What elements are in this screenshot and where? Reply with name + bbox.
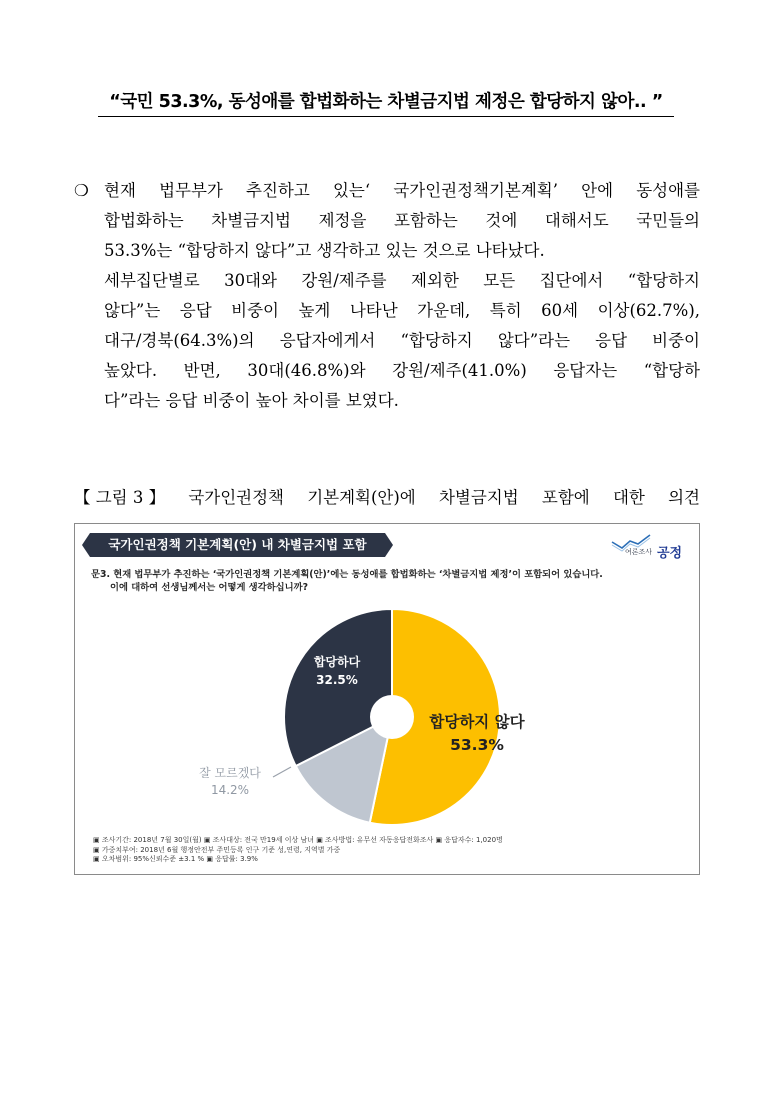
logo-big-text: 공정 <box>657 546 683 561</box>
paragraph-line: 53.3%는 “합당하지 않다”고 생각하고 있는 것으로 나타났다. <box>104 241 545 260</box>
footnote-line: ▣ 오차범위: 95%신뢰수준 ±3.1 % ▣ 응답률: 3.9% <box>93 855 258 863</box>
logo-small-text: 여론조사 <box>625 548 653 556</box>
pie-center-hole <box>370 695 414 739</box>
paragraph-line: 세부집단별로 30대와 강원/제주를 제외한 모든 집단에서 “합당하지 <box>104 271 700 290</box>
leader-line <box>273 767 291 777</box>
caption-part: 대한 <box>612 488 645 507</box>
paragraph-text <box>104 176 700 416</box>
caption-part: 포함에 <box>541 488 590 507</box>
bullet-icon: ❍ <box>74 181 89 200</box>
survey-footnotes <box>93 836 503 865</box>
slice-label: 잘 모르겠다 <box>199 766 261 780</box>
figure-caption <box>74 484 700 508</box>
caption-part: 의견 <box>668 488 700 507</box>
chart-figure <box>74 523 700 875</box>
paragraph-line: 합법화하는 차별금지법 제정을 포함하는 것에 대해서도 국민들의 <box>104 211 700 230</box>
footnote-line: ▣ 가중치부여: 2018년 6월 행정안전부 주민등록 인구 기준 성,연령, 지역별 가중 <box>93 845 341 854</box>
caption-part: 기본계획(안)에 <box>307 488 416 507</box>
question-line: 문3. 현재 법무부가 추진하는 ‘국가인권정책 기본계획(안)’에는 동성애를 합법화하는 ‘차별금지법 제정’이 포함되어 있습니다. <box>91 569 603 580</box>
footnote-line: ▣ 조사기간: 2018년 7월 30일(월) ▣ 조사대상: 전국 만19세 이상 남녀 ▣ 조사방법: 유무선 자동응답전화조사 ▣ 응답자수: 1,020명 <box>93 836 503 844</box>
slice-label: 합당하다 <box>313 655 361 669</box>
paragraph-line: 않다”는 응답 비중이 높게 나타난 가운데, 특히 60세 이상(62.7%), <box>104 301 700 320</box>
question-line: 이에 대하여 선생님께서는 어떻게 생각하십니까? <box>110 582 308 593</box>
slice-value-label: 32.5% <box>316 673 358 687</box>
chart-title: 국가인권정책 기본계획(안) 내 차별금지법 포함 <box>90 533 385 557</box>
paragraph-line: 현재 법무부가 추진하고 있는‘ 국가인권정책기본계획’ 안에 동성애를 <box>104 181 700 200</box>
caption-part: 【 그림 3 】 <box>74 488 166 507</box>
caption-part: 국가인권정책 <box>188 488 284 507</box>
slice-value-label: 53.3% <box>450 736 504 754</box>
body-paragraph <box>74 176 700 416</box>
slice-value-label: 14.2% <box>210 783 250 797</box>
paragraph-line: 다”라는 응답 비중이 높아 차이를 보였다. <box>104 391 399 410</box>
caption-part: 차별금지법 <box>438 488 519 507</box>
slice-label: 합당하지 않다 <box>429 713 525 731</box>
pie-chart <box>75 524 699 874</box>
headline: “국민 53.3%, 동성애를 합법화하는 차별금지법 제정은 합당하지 않아.. ” <box>98 88 674 117</box>
paragraph-line: 대구/경북(64.3%)의 응답자에게서 “합당하지 않다”라는 응답 비중이 <box>104 331 700 350</box>
paragraph-line: 높았다. 반면, 30대(46.8%)와 강원/제주(41.0%) 응답자는 “합당하 <box>104 361 700 380</box>
